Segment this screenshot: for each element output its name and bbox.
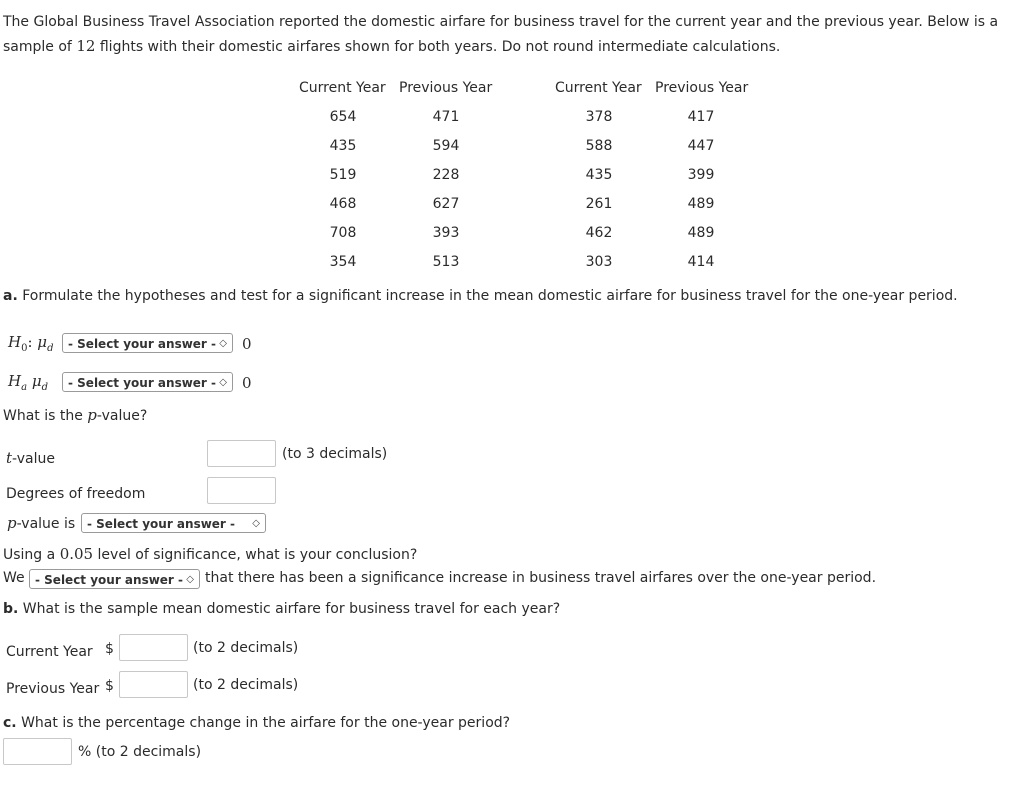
cell-left-previous: 594 (432, 138, 460, 154)
header-current-year-2: Current Year (555, 80, 642, 96)
cell-right-previous: 489 (687, 225, 715, 241)
pvalue-question-start: What is the (3, 408, 83, 424)
currency-symbol: $ (105, 678, 114, 694)
intro-paragraph (3, 10, 1013, 59)
previous-year-hint: (to 2 decimals) (193, 677, 299, 693)
previous-year-label: Previous Year (6, 681, 100, 697)
cell-left-current: 468 (329, 196, 357, 212)
part-a-text: Formulate the hypotheses and test for a significant increase in the mean domestic airfare for business travel for the one-year period. (22, 288, 958, 304)
pvalue-range-select[interactable] (81, 513, 266, 533)
header-previous-year-2: Previous Year (655, 80, 749, 96)
t-value-label-text: -value (12, 451, 55, 467)
cell-left-current: 354 (329, 254, 357, 270)
cell-right-current: 378 (585, 109, 613, 125)
p-symbol: p (87, 406, 97, 424)
cell-right-previous: 399 (687, 167, 715, 183)
part-a-label: a. (3, 288, 18, 304)
df-label: Degrees of freedom (6, 486, 146, 502)
intro-line2-pre: sample of (3, 39, 72, 55)
pvalue-question-end: -value? (96, 408, 148, 424)
cell-left-previous: 393 (432, 225, 460, 241)
chevron-updown-icon: ◇ (219, 377, 227, 388)
cell-left-previous: 471 (432, 109, 460, 125)
part-a-question (3, 288, 958, 304)
percentage-change-input[interactable] (3, 738, 72, 765)
cell-left-current: 708 (329, 225, 357, 241)
part-b-question (3, 601, 560, 617)
p-value-is-text: -value is (16, 516, 76, 532)
significance-question (3, 545, 417, 563)
t-value-label (6, 449, 55, 467)
p-value-is-label (7, 514, 75, 532)
cell-right-previous: 417 (687, 109, 715, 125)
header-previous-year-1: Previous Year (399, 80, 493, 96)
cell-left-current: 654 (329, 109, 357, 125)
h0-operator-select[interactable] (62, 333, 233, 353)
header-current-year-1: Current Year (299, 80, 386, 96)
p-symbol: p (7, 514, 17, 532)
significance-pre: Using a (3, 547, 56, 563)
cell-right-current: 261 (585, 196, 613, 212)
chevron-updown-icon: ◇ (219, 338, 227, 349)
cell-left-previous: 228 (432, 167, 460, 183)
previous-year-mean-input[interactable] (119, 671, 188, 698)
part-b-text: What is the sample mean domestic airfare for business travel for each year? (22, 601, 561, 617)
significance-post: level of significance, what is your conclusion? (97, 547, 418, 563)
intro-line2-post: flights with their domestic airfares shown for both years. Do not round intermediate calculations. (99, 39, 781, 55)
cell-left-current: 519 (329, 167, 357, 183)
cell-right-previous: 414 (687, 254, 715, 270)
part-c-question (3, 715, 510, 731)
h0-select-text: - Select your answer - (68, 337, 217, 351)
ha-select-text: - Select your answer - (68, 376, 217, 390)
cell-right-previous: 489 (687, 196, 715, 212)
significance-level: 0.05 (59, 545, 94, 563)
chevron-updown-icon: ◇ (186, 574, 194, 585)
current-year-hint: (to 2 decimals) (193, 640, 299, 656)
cell-right-previous: 447 (687, 138, 715, 154)
ha-operator-select[interactable] (62, 372, 233, 392)
part-b-label: b. (3, 601, 19, 617)
pvalue-question (3, 406, 147, 424)
cell-left-previous: 627 (432, 196, 460, 212)
percentage-change-hint: % (to 2 decimals) (78, 744, 202, 760)
intro-line1: The Global Business Travel Association reported the domestic airfare for business travel for the current year and the previous year. Below is a (3, 14, 999, 30)
h0-value: 0 (242, 335, 252, 353)
current-year-mean-input[interactable] (119, 634, 188, 661)
h0-symbol: $H_0$: $\mu_d$ (8, 333, 54, 354)
cell-right-current: 588 (585, 138, 613, 154)
conclusion-select[interactable] (29, 569, 200, 589)
intro-sample-size: 12 (76, 37, 96, 55)
conclusion-text: that there has been a significance increase in business travel airfares over the one-year period. (205, 570, 877, 586)
current-year-label: Current Year (6, 644, 93, 660)
cell-right-current: 462 (585, 225, 613, 241)
we-label: We (3, 570, 25, 586)
ha-symbol: $H_a$ $\mu_d$ (8, 372, 48, 393)
chevron-updown-icon: ◇ (252, 518, 260, 529)
ha-value: 0 (242, 374, 252, 392)
cell-left-current: 435 (329, 138, 357, 154)
cell-right-current: 435 (585, 167, 613, 183)
conclusion-select-text: - Select your answer - (35, 573, 184, 587)
cell-right-current: 303 (585, 254, 613, 270)
t-symbol: t (6, 449, 13, 467)
part-c-text: What is the percentage change in the airfare for the one-year period? (21, 715, 511, 731)
cell-left-previous: 513 (432, 254, 460, 270)
pvalue-select-text: - Select your answer - (87, 517, 236, 531)
t-value-hint: (to 3 decimals) (282, 446, 388, 462)
t-value-input[interactable] (207, 440, 276, 467)
df-input[interactable] (207, 477, 276, 504)
part-c-label: c. (3, 715, 17, 731)
currency-symbol: $ (105, 641, 114, 657)
